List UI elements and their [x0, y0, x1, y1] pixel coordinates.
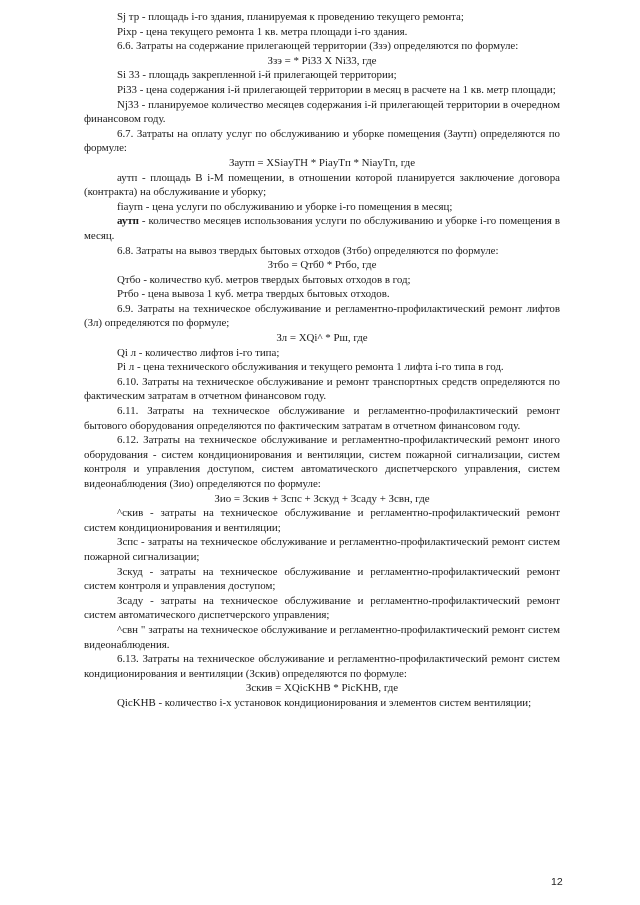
formula: Ззэ = * Pi33 X Ni33, где: [267, 54, 377, 67]
text-line: Nj33 - планируемое количество месяцев содержания i-й прилегающей территории в очередном финансовом году.: [84, 98, 560, 126]
text-line: Зспс - затраты на техническое обслуживание и регламентно-профилактический ремонт систем пожарной сигнализации;: [84, 536, 560, 563]
text-line: Qтбо - количество куб. метров твердых бытовых отходов в год;: [117, 273, 411, 286]
formula: Зтбо = Qтб0 * Ртбо, где: [267, 259, 377, 272]
section-paragraph: 6.6. Затраты на содержание прилегающей территории (Ззэ) определяются по формуле:: [117, 40, 519, 53]
text-line: Sj тр - площадь i-го здания, планируемая к проведению текущего ремонта;: [117, 11, 464, 23]
text-line: [84, 214, 560, 243]
text-span: - количество месяцев использования услуги по обслуживанию и уборке i-го помещения в месяц.: [84, 215, 560, 242]
section-paragraph: 6.9. Затраты на техническое обслуживание и регламентно-профилактический ремонт лифтов (Зл) определяются по формуле;: [84, 302, 560, 330]
text-line: Qi л - количество лифтов i-го типа;: [117, 346, 280, 359]
text-line: Ртбо - цена вывоза 1 куб. метра твердых бытовых отходов.: [117, 288, 390, 301]
text-line: Pixp - цена текущего ремонта 1 кв. метра площади i-го здания.: [117, 25, 408, 38]
document-page: [84, 10, 560, 711]
section-paragraph: 6.10. Затраты на техническое обслуживание и ремонт транспортных средств определяются по фактическим затратам в отчетном финансовом году.: [84, 375, 560, 403]
page-number: 12: [551, 876, 563, 888]
section-paragraph: 6.11. Затраты на техническое обслуживание и регламентно-профилактический ремонт бытового оборудования определяются по фактическим затратам в отчетном финансовом году.: [84, 405, 560, 432]
section-paragraph: 6.8. Затраты на вывоз твердых бытовых отходов (Зтбо) определяются по формуле:: [117, 244, 499, 257]
text-line: fiayrn - цена услуги по обслуживанию и уборке i-го помещения в месяц;: [117, 200, 453, 213]
text-line: Зскуд - затраты на техническое обслуживание и регламентно-профилактический ремонт систем контроля и управления доступом;: [84, 565, 560, 593]
section-paragraph: 6.13. Затраты на техническое обслуживание и регламентно-профилактический ремонт систем кондиционирования и вентиляции (Зскив) определяются по формуле:: [84, 653, 560, 680]
text-line: ^свн " затраты на техническое обслуживание и регламентно-профилактический ремонт систем видеонаблюдения.: [84, 623, 560, 651]
section-paragraph: 6.7. Затраты на оплату услуг по обслуживанию и уборке помещения (Заутп) определяются по формуле:: [84, 127, 560, 155]
text-line: ^скив - затраты на техническое обслуживание и регламентно-профилактический ремонт систем кондиционирования и вентиляции;: [84, 507, 560, 534]
text-line: Si 33 - площадь закрепленной i-й прилегающей территории;: [117, 69, 397, 82]
text-line: Pi л - цена технического обслуживания и текущего ремонта 1 лифта i-го типа в год.: [117, 361, 504, 374]
bold-term: аутп: [117, 215, 139, 228]
formula: Зл = XQi^ * Рш, где: [276, 332, 368, 345]
formula: Зио = Зскив + Зспс + Зскуд + Зсаду + Зсвн, где: [214, 492, 430, 505]
text-line: Зсаду - затраты на техническое обслуживание и регламентно-профилактический ремонт систем автоматического диспетчерского управления;: [84, 594, 560, 622]
formula: Заутп = XSiayTH * PiayTп * NiayTп, где: [228, 156, 416, 169]
text-line: QicKHB - количество i-x установок кондиционирования и элементов систем вентиляции;: [117, 696, 532, 709]
section-paragraph: 6.12. Затраты на техническое обслуживание и регламентно-профилактический ремонт иного оборудования - систем кондиционирования и вентиляции, систем пожарной сигнализации, систем контроля и управления доступом, систем автоматического диспетчерского управления, систем видеонаблюдения (Зио) определяются по формуле:: [84, 434, 560, 490]
text-line: Pi33 - цена содержания i-й прилегающей территории в месяц в расчете на 1 кв. метр площади;: [117, 83, 556, 96]
formula: Зскив = XQicKHB * PicKHB, где: [245, 682, 399, 695]
text-line: аутп - площадь В i-M помещении, в отношении которой планируется заключение договора (контракта) на обслуживание и уборку;: [84, 171, 560, 199]
